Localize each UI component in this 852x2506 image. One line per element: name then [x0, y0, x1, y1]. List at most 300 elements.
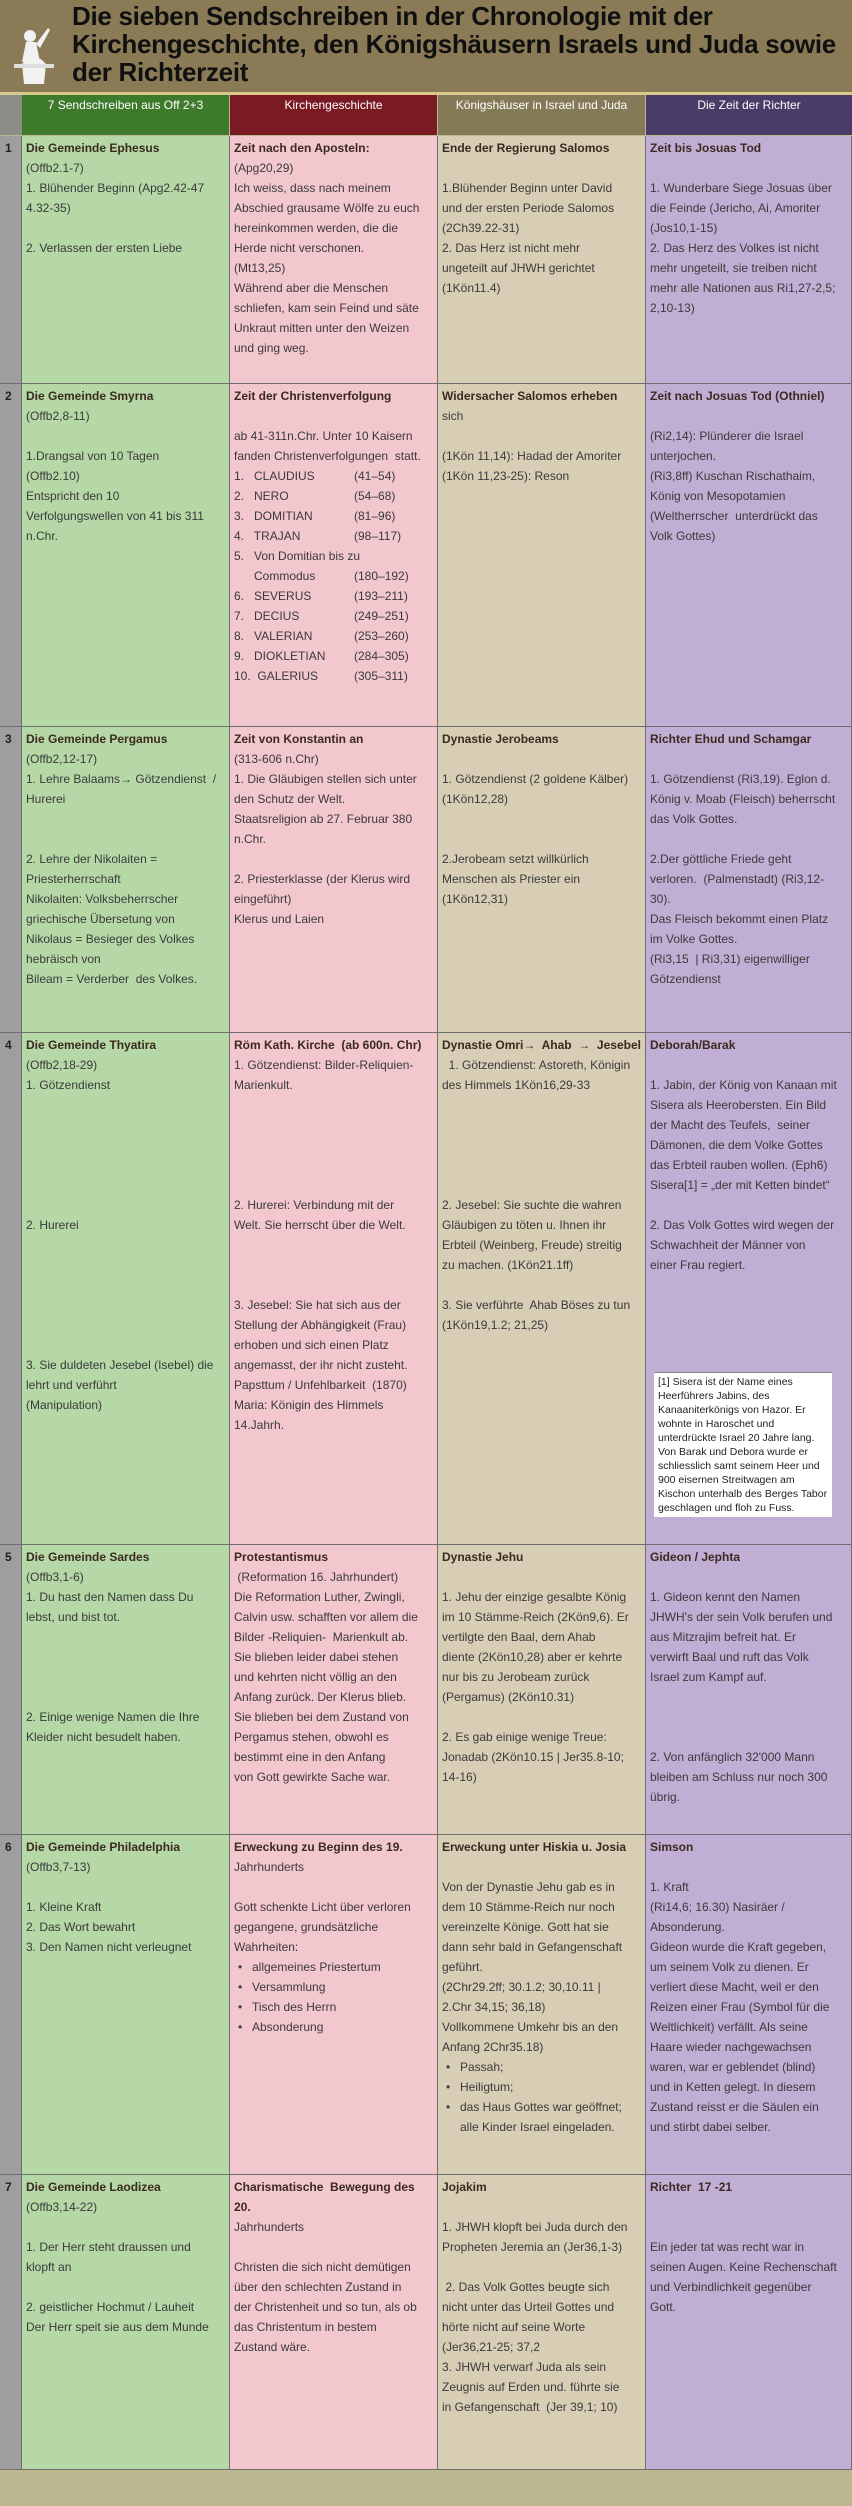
cell-line: 2. Das Volk Gottes wird wegen der [650, 1218, 835, 1232]
richter-cell [646, 727, 852, 1033]
cell-line: Zustand reisst er die Säulen ein [650, 2100, 819, 2114]
kirchengeschichte-cell [230, 384, 438, 727]
column-header-richter: Die Zeit der Richter [646, 95, 852, 135]
cell-line: dem 10 Stämme-Reich nur noch [442, 1900, 615, 1914]
cell-line: (Offb3,7-13) [26, 1860, 91, 1874]
cell-line: Dämonen, die dem Volke Gottes [650, 1138, 823, 1152]
cell-line: das Erbteil rauben wollen. (Eph6) [650, 1158, 828, 1172]
cell-line: 2. Von anfänglich 32'000 Mann [650, 1750, 815, 1764]
emperor-row [234, 546, 434, 566]
emperor-name: 9. DIOKLETIAN [234, 649, 326, 663]
cell-line: Papsttum / Unfehlbarkeit (1870) [234, 1378, 407, 1392]
cell-line: zu machen. (1Kön21.1ff) [442, 1258, 574, 1272]
cell-line: Absonderung. [650, 1920, 725, 1934]
sendschreiben-cell [22, 1033, 230, 1545]
emperor-name: 2. NERO [234, 489, 289, 503]
cell-line: einer Frau regiert. [650, 1258, 746, 1272]
list-item: • Heiligtum; [460, 2077, 642, 2097]
cell-line: übrig. [650, 1790, 681, 1804]
cell-line [442, 1857, 642, 1877]
cell-line [26, 829, 226, 849]
richter-cell [646, 2175, 852, 2470]
cell-line: über den schlechten Zustand in [234, 2280, 402, 2294]
cell-line [234, 1095, 434, 1115]
emperor-name: Commodus [234, 569, 316, 583]
cell-heading: Richter Ehud und Schamgar [650, 732, 812, 746]
cell-line: 2. Verlassen der ersten Liebe [26, 241, 183, 255]
cell-heading: Die Gemeinde Sardes [26, 1550, 150, 1564]
cell-line: der Christenheit und so tun, als ob [234, 2300, 417, 2314]
cell-line: der Macht des Teufels, seiner [650, 1118, 810, 1132]
emperor-row [234, 646, 434, 666]
cell-line: eingeführt) [234, 892, 292, 906]
cell-heading: Röm Kath. Kirche (ab 600n. Chr) [234, 1038, 422, 1052]
cell-line: mehr alle Nationen aus Ri1,27-2,5; [650, 281, 836, 295]
cell-heading: Zeit nach den Aposteln: [234, 141, 370, 155]
cell-line [442, 1115, 642, 1135]
cell-line [650, 158, 848, 178]
cell-line: in Gefangenschaft (Jer 39,1; 10) [442, 2400, 618, 2414]
cell-line [234, 1135, 434, 1155]
cell-line: Israel zum Kampf auf. [650, 1670, 767, 1684]
cell-line [26, 1175, 226, 1195]
emperor-row [234, 526, 434, 546]
kirchengeschichte-cell [230, 136, 438, 384]
cell-line: (Ri14,6; 16.30) Nasiräer / [650, 1900, 785, 1914]
list-item: • Absonderung [252, 2017, 434, 2037]
cell-line: (Offb2,18-29) [26, 1058, 98, 1072]
cell-heading: Die Gemeinde Ephesus [26, 141, 160, 155]
cell-line: Sisera[1] = „der mit Ketten bindet“ [650, 1178, 830, 1192]
cell-line: Sie blieben bei dem Zustand von [234, 1710, 409, 1724]
cell-heading: Jojakim [442, 2180, 487, 2194]
sendschreiben-cell [22, 136, 230, 384]
cell-heading: Die Gemeinde Laodizea [26, 2180, 161, 2194]
cell-line [650, 2217, 848, 2237]
cell-heading: Deborah/Barak [650, 1038, 736, 1052]
cell-heading: Ende der Regierung Salomos [442, 141, 610, 155]
cell-heading: Zeit von Konstantin an [234, 732, 364, 746]
cell-heading: Dynastie Jerobeams [442, 732, 559, 746]
richter-cell [646, 1545, 852, 1835]
sendschreiben-cell [22, 2175, 230, 2470]
cell-line: Christen die sich nicht demütigen [234, 2260, 411, 2274]
cell-line: Reizen einer Frau (Symbol für die [650, 2000, 830, 2014]
cell-line [442, 829, 642, 849]
cell-line [650, 406, 848, 426]
cell-line: 1. Kraft [650, 1880, 689, 1894]
cell-line: Gideon wurde die Kraft gegeben, [650, 1940, 827, 1954]
koenigshaeuser-cell [438, 1545, 646, 1835]
cell-heading: Die Gemeinde Pergamus [26, 732, 168, 746]
cell-line: nicht unter das Urteil Gottes und [442, 2300, 615, 2314]
cell-line: (Jer36,21-25; 37,2 [442, 2340, 541, 2354]
cell-line: 1. Götzendienst (Ri3,19). Eglon d. [650, 772, 831, 786]
sendschreiben-cell [22, 727, 230, 1033]
cell-line [650, 829, 848, 849]
cell-line: Marienkult. [234, 1078, 293, 1092]
emperor-years: (249–251) [354, 609, 409, 623]
cell-heading: Die Gemeinde Thyatira [26, 1038, 157, 1052]
cell-line: 4.32-35) [26, 201, 71, 215]
cell-line: 2. Hurerei [26, 1218, 79, 1232]
cell-heading: Erweckung zu Beginn des 19. [234, 1840, 403, 1854]
cell-line: 1. Lehre Balaams→ Götzendienst / [26, 772, 217, 786]
preacher-logo-icon [8, 6, 60, 86]
koenigshaeuser-cell [438, 2175, 646, 2470]
row-number: 3 [0, 727, 22, 1033]
cell-line: Sisera als Heerobersten. Ein Bild [650, 1098, 827, 1112]
cell-line: 2,10-13) [650, 301, 695, 315]
cell-line [26, 218, 226, 238]
column-header-kirchengeschichte: Kirchengeschichte [230, 95, 437, 135]
cell-line: hereinkommen werden, die die [234, 221, 399, 235]
row-number: 7 [0, 2175, 22, 2470]
cell-line [650, 1687, 848, 1707]
emperor-name: 3. DOMITIAN [234, 509, 313, 523]
cell-line: Maria: Königin des Himmels [234, 1398, 384, 1412]
cell-line: Menschen als Priester ein [442, 872, 581, 886]
cell-line: bestimmt eine in den Anfang [234, 1750, 386, 1764]
cell-line [26, 1335, 226, 1355]
cell-line: König von Mesopotamien [650, 489, 786, 503]
table-row [0, 136, 852, 384]
emperor-name: 6. SEVERUS [234, 589, 312, 603]
cell-line [234, 1115, 434, 1135]
cell-line [234, 1877, 434, 1897]
cell-line: Die Reformation Luther, Zwingli, [234, 1590, 405, 1604]
cell-line [650, 1707, 848, 1727]
cell-heading: Richter 17 -21 [650, 2180, 733, 2194]
sendschreiben-cell [22, 1835, 230, 2175]
cell-line: vertilgte den Baal, dem Ahab [442, 1630, 596, 1644]
column-header-number [0, 95, 22, 135]
kirchengeschichte-cell [230, 727, 438, 1033]
cell-line: im Volke Gottes. [650, 932, 738, 946]
cell-line: König v. Moab (Fleisch) beherrscht [650, 792, 836, 806]
cell-line [26, 1255, 226, 1275]
cell-line: seinen Augen. Keine Rechenschaft [650, 2260, 837, 2274]
row-number: 6 [0, 1835, 22, 2175]
cell-line [26, 1627, 226, 1647]
cell-line: waren, war er geblendet (blind) [650, 2060, 816, 2074]
cell-line [234, 1255, 434, 1275]
emperor-row [234, 506, 434, 526]
cell-line: das Christentum in bestem [234, 2320, 377, 2334]
cell-line: sich [442, 409, 464, 423]
cell-line: (Mt13,25) [234, 261, 286, 275]
cell-line: Haare wieder nachgewachsen [650, 2040, 812, 2054]
cell-line: 14-16) [442, 1770, 477, 1784]
list-item: • Versammlung [252, 1977, 434, 1997]
cell-line: (1Kön19,1.2; 21,25) [442, 1318, 549, 1332]
cell-line: Sie blieben leider dabei stehen [234, 1650, 399, 1664]
cell-line: (Offb2.1-7) [26, 161, 84, 175]
page-title: Die sieben Sendschreiben in der Chronologie mit der Kirchengeschichte, den Königshäusern Israels und Juda sowie der Richterzeit [72, 1, 836, 87]
cell-line: 2. Hurerei: Verbindung mit der [234, 1198, 395, 1212]
emperor-years: (54–68) [354, 489, 396, 503]
kirchengeschichte-cell [230, 1033, 438, 1545]
column-header-sendschreiben: 7 Sendschreiben aus Off 2+3 [22, 95, 229, 135]
cell-line: erhoben und sich einen Platz [234, 1338, 389, 1352]
cell-line [26, 1135, 226, 1155]
cell-line: 1. Wunderbare Siege Josuas über [650, 181, 832, 195]
table-row [0, 1835, 852, 2175]
cell-line: und kehrten nicht völlig an den [234, 1670, 397, 1684]
cell-line: 1. Götzendienst (2 goldene Kälber) [442, 772, 629, 786]
cell-line: gegangene, grundsätzliche [234, 1920, 379, 1934]
cell-line: hebräisch von [26, 952, 101, 966]
cell-line: 3. Sie verführte Ahab Böses zu tun [442, 1298, 631, 1312]
cell-line: 1. Die Gläubigen stellen sich unter [234, 772, 417, 786]
cell-line: (Weltherrscher unterdrückt das [650, 509, 818, 523]
cell-line: Das Fleisch bekommt einen Platz [650, 912, 829, 926]
cell-line [650, 1727, 848, 1747]
koenigshaeuser-cell [438, 384, 646, 727]
cell-line: (1Kön12,28) [442, 792, 509, 806]
cell-line: Unkraut mitten unter den Weizen [234, 321, 410, 335]
kirchengeschichte-cell [230, 1835, 438, 2175]
row-number: 2 [0, 384, 22, 727]
cell-line: Vollkommene Umkehr bis an den [442, 2020, 619, 2034]
cell-line: Gläubigen zu töten u. Ihnen ihr [442, 1218, 607, 1232]
cell-line: Anfang zurück. Der Klerus blieb. [234, 1690, 407, 1704]
table-row [0, 1545, 852, 1835]
cell-line [442, 1567, 642, 1587]
cell-line: (313-606 n.Chr) [234, 752, 319, 766]
cell-line: 2.Chr 34,15; 36,18) [442, 2000, 546, 2014]
emperor-row [234, 586, 434, 606]
cell-line [26, 1155, 226, 1175]
cell-line: Während aber die Menschen [234, 281, 389, 295]
cell-heading: Dynastie Omri→ Ahab → Jesebel [442, 1038, 641, 1052]
list-item: • allgemeines Priestertum [252, 1957, 434, 1977]
cell-line: Herde nicht verschonen. [234, 241, 365, 255]
bullet-list [442, 2057, 642, 2137]
cell-line: (2Chr29.2ff; 30.1.2; 30,10.11 | [442, 1980, 601, 1994]
cell-line: 2. Das Volk Gottes beugte sich [442, 2280, 610, 2294]
cell-line: Jonadab (2Kön10.15 | Jer35.8-10; [442, 1750, 624, 1764]
cell-heading: Zeit der Christenverfolgung [234, 389, 392, 403]
cell-line: n.Chr. [26, 529, 59, 543]
cell-line: Götzendienst [650, 972, 721, 986]
cell-line [650, 1857, 848, 1877]
cell-line: Welt. Sie herrscht über die Welt. [234, 1218, 406, 1232]
cell-line: n.Chr. [234, 832, 267, 846]
cell-heading: Die Gemeinde Philadelphia [26, 1840, 181, 1854]
cell-line: Staatsreligion ab 27. Februar 380 [234, 812, 413, 826]
emperor-name: 7. DECIUS [234, 609, 300, 623]
cell-line: Nikolaiten: Volksbeherrscher [26, 892, 179, 906]
cell-line: Abschied grausame Wölfe zu euch [234, 201, 420, 215]
cell-line [26, 1275, 226, 1295]
row-number: 5 [0, 1545, 22, 1835]
cell-line: 1.Drangsal von 10 Tagen [26, 449, 160, 463]
cell-line [26, 1877, 226, 1897]
cell-line: 2. Jesebel: Sie suchte die wahren [442, 1198, 622, 1212]
cell-line [26, 1295, 226, 1315]
cell-line: (1Kön11.4) [442, 281, 501, 295]
koenigshaeuser-cell [438, 136, 646, 384]
cell-line: dann sehr bald in Gefangenschaft [442, 1940, 623, 1954]
cell-line: 1. Blühender Beginn (Apg2.42-47 [26, 181, 205, 195]
kirchengeschichte-cell [230, 1545, 438, 1835]
emperor-years: (81–96) [354, 509, 396, 523]
cell-line: nur bis zu Jerobeam zurück [442, 1670, 590, 1684]
footnote: [1] Sisera ist der Name eines Heerführers Jabins, des Kanaaniterkönigs von Hazor. Er wohnte in Haroschet und unterdrückte Israel 20 Jahre lang. Von Barak und Debora wurde er schliesslich samt seinem Heer und 900 eisernen Streitwagen am Kischon unterhalb des Berges Tabor geschlagen und floh zu Fuss. [654, 1372, 832, 1517]
bullet-list [234, 1957, 434, 2037]
cell-line: (1Kön 11,14): Hadad der Amoriter [442, 449, 622, 463]
cell-line: (2Ch39.22-31) [442, 221, 520, 235]
cell-line: Ein jeder tat was recht war in [650, 2240, 805, 2254]
column-header-koenigshaeuser: Königshäuser in Israel und Juda [438, 95, 645, 135]
cell-line: 2. Das Herz ist nicht mehr [442, 241, 581, 255]
cell-line [442, 1135, 642, 1155]
cell-line: 1.Blühender Beginn unter David [442, 181, 613, 195]
cell-line: und der ersten Periode Salomos [442, 201, 615, 215]
cell-line: Jahrhunderts [234, 1860, 305, 1874]
cell-line: hörte nicht auf seine Worte [442, 2320, 586, 2334]
cell-line: 2. Das Wort bewahrt [26, 1920, 136, 1934]
cell-line: bleiben am Schluss nur noch 300 [650, 1770, 828, 1784]
cell-line: (Ri3,8ff) Kuschan Rischathaim, [650, 469, 816, 483]
cell-line: Jahrhunderts [234, 2220, 305, 2234]
header [0, 0, 852, 95]
cell-heading: Zeit bis Josuas Tod [650, 141, 762, 155]
cell-line: und in Ketten gelegt. In diesem [650, 2080, 816, 2094]
richter-cell [646, 1835, 852, 2175]
cell-line: verloren. (Palmenstadt) (Ri3,12- [650, 872, 825, 886]
cell-line [650, 2197, 848, 2217]
cell-line [442, 1707, 642, 1727]
cell-line: geführt. [442, 1960, 483, 1974]
cell-line: 2. Priesterklasse (der Klerus wird [234, 872, 411, 886]
cell-heading: Erweckung unter Hiskia u. Josia [442, 1840, 627, 1854]
cell-line [650, 1195, 848, 1215]
cell-line [26, 1315, 226, 1335]
emperor-years: (180–192) [354, 569, 409, 583]
cell-line: angemasst, der ihr nicht zusteht. [234, 1358, 408, 1372]
cell-line: 3. JHWH verwarf Juda als sein [442, 2360, 607, 2374]
cell-line: Gott schenkte Licht über verloren [234, 1900, 411, 1914]
cell-line: lehrt und verführt [26, 1378, 117, 1392]
column-headers [0, 95, 852, 135]
cell-line: diente (2Kön10,28) aber er kehrte [442, 1650, 623, 1664]
cell-line: den Schutz der Welt. [234, 792, 346, 806]
row-number: 1 [0, 136, 22, 384]
cell-line [442, 1155, 642, 1175]
cell-line: 1. Jabin, der König von Kanaan mit [650, 1078, 837, 1092]
cell-line: Ich weiss, dass nach meinem [234, 181, 391, 195]
koenigshaeuser-cell [438, 727, 646, 1033]
cell-line [26, 1115, 226, 1135]
cell-line [442, 749, 642, 769]
cell-line: 1. Götzendienst: Bilder-Reliquien- [234, 1058, 414, 1072]
cell-line: Von der Dynastie Jehu gab es in [442, 1880, 615, 1894]
cell-line: (Offb2,12-17) [26, 752, 98, 766]
cell-line: 1. Götzendienst [26, 1078, 111, 1092]
emperor-name: 1. CLAUDIUS [234, 469, 315, 483]
cell-line: 3. Sie duldeten Jesebel (Isebel) die [26, 1358, 214, 1372]
cell-line [442, 1175, 642, 1195]
cell-line: 2. Es gab einige wenige Treue: [442, 1730, 607, 1744]
cell-line: um seinem Volk zu dienen. Er [650, 1960, 809, 1974]
cell-line: 2. geistlicher Hochmut / Lauheit [26, 2300, 195, 2314]
cell-line: 2. Lehre der Nikolaiten = [26, 852, 158, 866]
cell-line [442, 809, 642, 829]
row-number: 4 [0, 1033, 22, 1545]
cell-line: Entspricht den 10 [26, 489, 120, 503]
cell-line: Bileam = Verderber des Volkes. [26, 972, 198, 986]
cell-line: (Offb3,14-22) [26, 2200, 98, 2214]
cell-line: (Offb2,8-11) [26, 409, 90, 423]
cell-line: 3. Den Namen nicht verleugnet [26, 1940, 192, 1954]
cell-line: (Pergamus) (2Kön10.31) [442, 1690, 575, 1704]
emperor-row [234, 466, 434, 486]
cell-line: vereinzelte Könige. Gott hat sie [442, 1920, 609, 1934]
cell-line: schliefen, kam sein Feind und säte [234, 301, 419, 315]
cell-line [234, 2237, 434, 2257]
emperor-name: 10. GALERIUS [234, 669, 319, 683]
richter-cell [646, 136, 852, 384]
cell-line: (Apg20,29) [234, 161, 294, 175]
cell-line: fanden Christenverfolgungen statt. [234, 449, 421, 463]
koenigshaeuser-cell [438, 1835, 646, 2175]
emperor-row [234, 606, 434, 626]
list-item: • das Haus Gottes war geöffnet; alle Kinder Israel eingeladen. [460, 2097, 642, 2137]
cell-line: Der Herr speit sie aus dem Munde [26, 2320, 209, 2334]
cell-line [650, 749, 848, 769]
cell-line: Kleider nicht besudelt haben. [26, 1730, 181, 1744]
cell-line: 1. Der Herr steht draussen und [26, 2240, 191, 2254]
cell-line [234, 406, 434, 426]
cell-heading: Gideon / Jephta [650, 1550, 741, 1564]
cell-line: 1. JHWH klopft bei Juda durch den [442, 2220, 628, 2234]
cell-line: lebst, und bist tot. [26, 1610, 121, 1624]
emperor-years: (41–54) [354, 469, 396, 483]
cell-line: 2. Das Herz des Volkes ist nicht [650, 241, 819, 255]
cell-line: und stirbt dabei selber. [650, 2120, 771, 2134]
cell-line: 14.Jahrh. [234, 1418, 285, 1432]
cell-line: 2.Der göttliche Friede geht [650, 852, 792, 866]
cell-line: ab 41-311n.Chr. Unter 10 Kaisern [234, 429, 413, 443]
cell-line: Verfolgungswellen von 41 bis 311 [26, 509, 204, 523]
cell-line [442, 1095, 642, 1115]
emperor-years: (193–211) [354, 589, 408, 603]
cell-line: (Offb2.10) [26, 469, 80, 483]
cell-line [26, 426, 226, 446]
cell-line: und ging weg. [234, 341, 309, 355]
table-row [0, 1033, 852, 1545]
cell-line: (Ri3,15 | Ri3,31) eigenwilliger [650, 952, 810, 966]
cell-line: verliert diese Macht, weil er den [650, 1980, 819, 1994]
cell-line: JHWH's der sein Volk berufen und [650, 1610, 833, 1624]
cell-line: (Ri2,14): Plünderer die Israel [650, 429, 804, 443]
cell-line: von Gott gewirkte Sache war. [234, 1770, 391, 1784]
table-row [0, 2175, 852, 2470]
emperor-row [234, 566, 434, 586]
cell-line: 30). [650, 892, 671, 906]
cell-line: 1. Jehu der einzige gesalbte König [442, 1590, 627, 1604]
cell-line [234, 1155, 434, 1175]
cell-line [26, 1095, 226, 1115]
cell-heading: Dynastie Jehu [442, 1550, 524, 1564]
cell-line: (1Kön 11,23-25): Reson [442, 469, 570, 483]
cell-line [26, 1667, 226, 1687]
cell-line: Pergamus stehen, obwohl es [234, 1730, 389, 1744]
cell-line: 1. Gideon kennt den Namen [650, 1590, 801, 1604]
list-item: • Tisch des Herrn [252, 1997, 434, 2017]
